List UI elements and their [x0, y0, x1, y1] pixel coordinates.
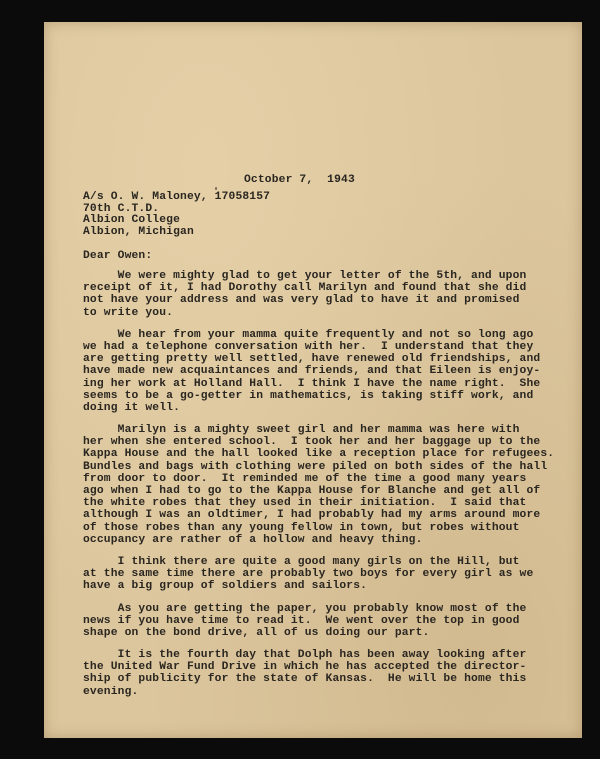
text-line: Kappa House and the hall looked like a reception place for refugees. [83, 448, 555, 461]
text-line: are getting pretty well settled, have renewed old friendships, and [83, 353, 541, 366]
address-line: Albion College [83, 214, 181, 227]
address-line: Albion, Michigan [83, 225, 194, 238]
text-line: Marilyn is a mighty sweet girl and her mamma was here with [83, 424, 520, 437]
text-line: her when she entered school. I took her and her baggage up to the [83, 436, 541, 449]
text-line: It is the fourth day that Dolph has been away looking after [83, 649, 527, 662]
text-line: not have your address and was very glad to have it and promised [83, 294, 520, 307]
typed-letter [44, 22, 582, 738]
text-line: the white robes that they used in their initiation. I said that [83, 497, 527, 510]
paragraph-4 [83, 556, 583, 593]
text-line: ing her work at Holland Hall. I think I have the name right. She [83, 377, 541, 390]
recipient-address [83, 192, 270, 238]
paper-speck [215, 187, 217, 190]
text-line: at the same time there are probably two boys for every girl as we [83, 568, 534, 581]
address-line: A/s O. W. Maloney, 17058157 [83, 191, 271, 203]
paragraph-6 [83, 649, 583, 698]
text-line: although I was an oldtimer, I had probably had my arms around more [83, 509, 541, 522]
letter-page [44, 22, 582, 738]
text-line: Bundles and bags with clothing were piled on both sides of the hall [83, 460, 548, 473]
text-line: We were mighty glad to get your letter of the 5th, and upon [83, 270, 527, 282]
text-line: doing it well. [83, 401, 181, 414]
paragraph-1 [83, 270, 583, 319]
text-line: the United War Fund Drive in which he has accepted the director- [83, 661, 527, 674]
text-line: As you are getting the paper, you probably know most of the [83, 602, 527, 615]
salutation: Dear Owen: [83, 250, 153, 262]
text-line: ship of publicity for the state of Kansas. He will be home this [83, 673, 527, 686]
text-line: occupancy are rather of a hollow and heavy thing. [83, 533, 423, 546]
text-line: to write you. [83, 306, 174, 319]
letter-body [83, 270, 583, 708]
text-line: I think there are quite a good many girls on the Hill, but [83, 555, 520, 568]
text-line: We hear from your mamma quite frequently and not so long ago [83, 328, 534, 341]
text-line: receipt of it, I had Dorothy call Marilyn and found that she did [83, 282, 527, 295]
text-line: evening. [83, 685, 139, 698]
paragraph-5 [83, 603, 583, 640]
text-line: have made new acquaintances and friends, and that Eileen is enjoy- [83, 365, 541, 378]
paragraph-2 [83, 329, 583, 414]
text-line: from door to door. It reminded me of the time a good many years [83, 472, 527, 485]
text-line: ago when I had to go to the Kappa House for Blanche and get all of [83, 485, 541, 497]
paragraph-3 [83, 424, 583, 546]
text-line: have a big group of soldiers and sailors. [83, 580, 368, 593]
text-line: we had a telephone conversation with her. I understand that they [83, 340, 534, 353]
text-line: news if you have time to read it. We went over the top in good [83, 614, 520, 627]
text-line: of those robes than any young fellow in town, but robes without [83, 521, 520, 534]
text-line: seems to be a go-getter in mathematics, is taking stiff work, and [83, 389, 534, 402]
text-line: shape on the bond drive, all of us doing our part. [83, 626, 430, 639]
address-line: 70th C.T.D. [83, 202, 160, 215]
letter-date: October 7, 1943 [244, 174, 355, 186]
